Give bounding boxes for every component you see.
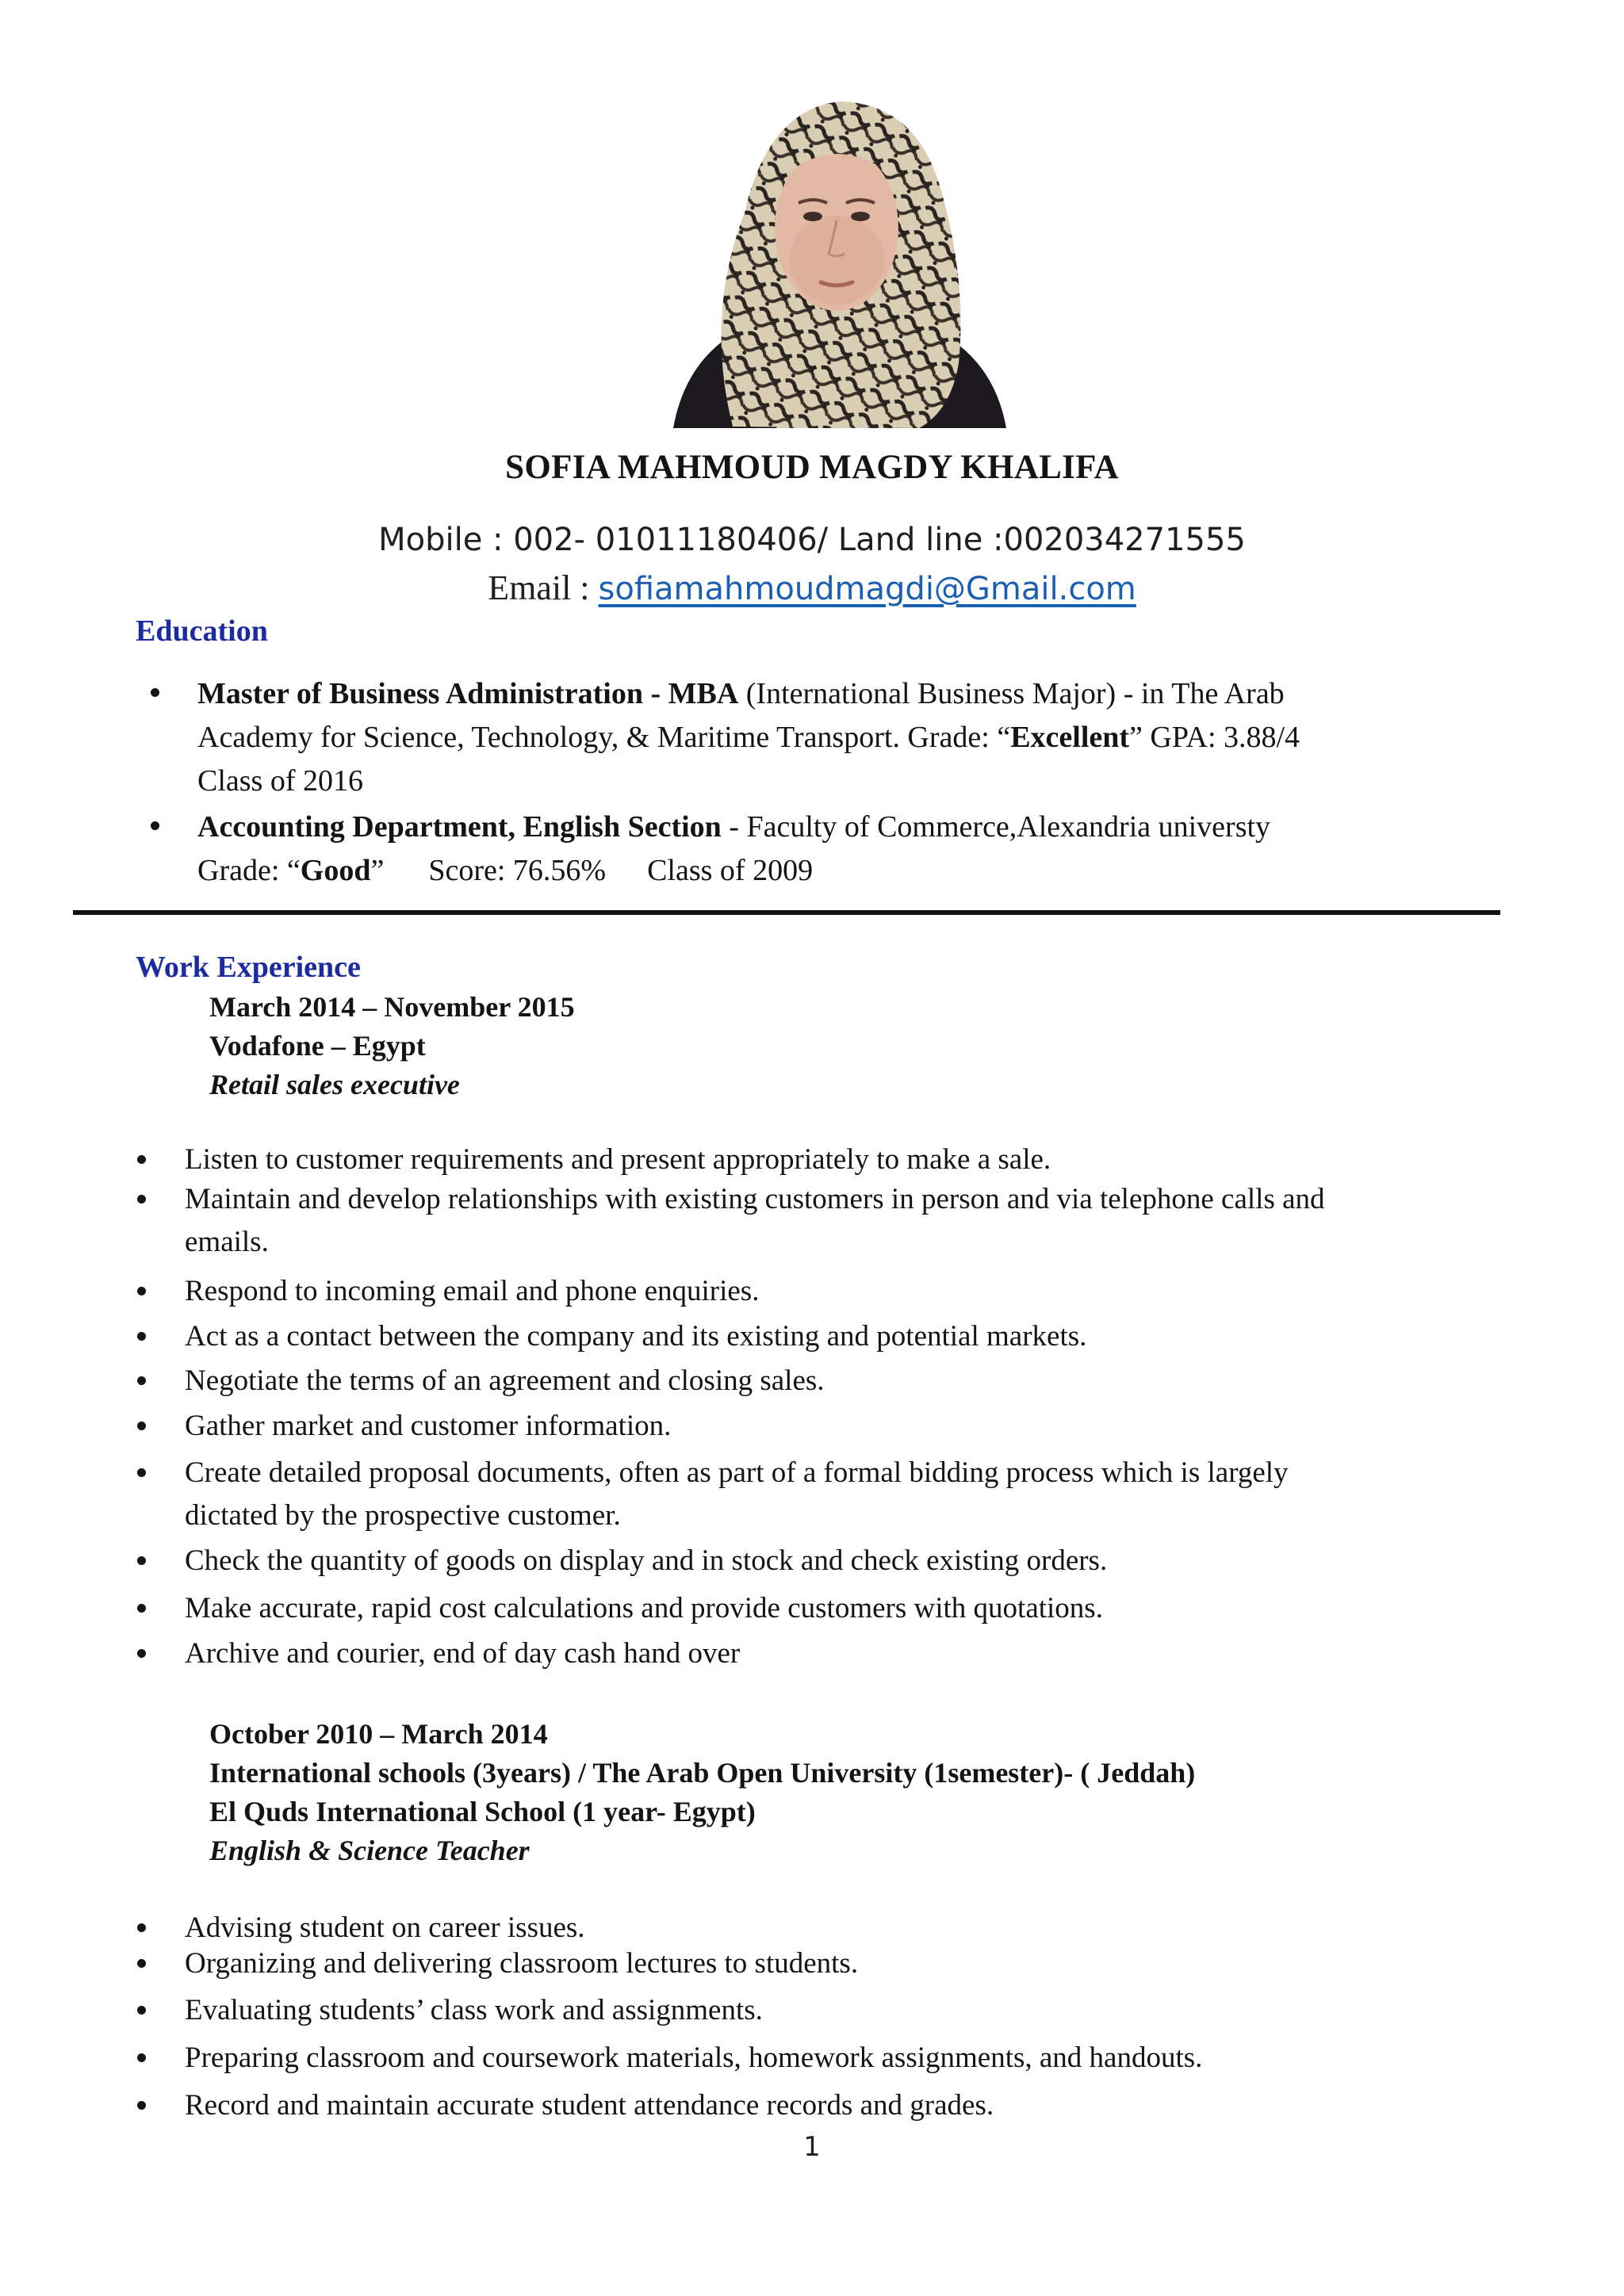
duty-item: dictated by the prospective customer. [185,1499,621,1532]
edu-mba-detail: (International Business Major) - in The Arab [738,677,1285,710]
work-experience-heading: Work Experience [136,951,361,984]
duty-item: Maintain and develop relationships with existing customers in person and via telephone calls and [185,1183,1325,1215]
email-label: Email : [488,568,599,607]
profile-photo-illustration [657,78,1016,428]
bullet-icon [151,821,159,830]
email-link[interactable]: sofiamahmoudmagdi@Gmail.com [598,571,1136,607]
job2-company-1: International schools (3years) / The Arab Open University (1semester)- ( Jeddah) [209,1757,1196,1789]
bullet-icon [137,1376,146,1385]
edu-accounting-grade-suffix: ” [370,854,385,887]
duty-item: Evaluating students’ class work and assignments. [185,1994,763,2026]
edu-accounting-grade: Good [300,854,371,887]
edu-accounting-score: Score: 76.56% [428,854,607,887]
duty-item: Gather market and customer information. [185,1410,672,1442]
duty-item: Create detailed proposal documents, often as part of a formal bidding process which is largely [185,1456,1289,1489]
page-number: 1 [803,2131,821,2163]
edu-accounting-line1 [197,812,1270,842]
job2-dates: October 2010 – March 2014 [209,1718,548,1750]
edu-accounting-detail: - Faculty of Commerce,Alexandria universty [721,810,1271,844]
duty-item: Organizing and delivering classroom lectures to students. [185,1947,859,1980]
edu-accounting-line2 [197,855,813,886]
profile-photo [657,78,1016,428]
job1-role: Retail sales executive [209,1069,460,1100]
duty-item: Make accurate, rapid cost calculations and provide customers with quotations. [185,1592,1103,1624]
edu-accounting-title: Accounting Department, English Section [197,810,722,844]
duty-item: Listen to customer requirements and present appropriately to make a sale. [185,1143,1051,1176]
contact-phone: Mobile : 002- 01011180406/ Land line :002034271555 [378,522,1246,558]
bullet-icon [137,1195,146,1203]
job2-role: English & Science Teacher [209,1835,530,1866]
bullet-icon [137,1155,146,1164]
duty-item: Check the quantity of goods on display and in stock and check existing orders. [185,1544,1108,1577]
duty-item: Respond to incoming email and phone enquiries. [185,1275,760,1307]
edu-mba-line1 [197,679,1285,709]
job2-company-2: El Quds International School (1 year- Egypt) [209,1796,756,1827]
duty-item: Record and maintain accurate student attendance records and grades. [185,2089,994,2122]
candidate-name: SOFIA MAHMOUD MAGDY KHALIFA [505,449,1119,486]
job1-dates: March 2014 – November 2015 [209,991,575,1023]
edu-mba-grade-prefix: Academy for Science, Technology, & Maritime Transport. Grade: “ [197,721,1011,754]
bullet-icon [137,1959,146,1968]
bullet-icon [137,1422,146,1430]
duty-item: Advising student on career issues. [185,1911,585,1944]
edu-mba-title: Master of Business Administration - MBA [197,677,739,710]
education-heading: Education [136,614,268,648]
bullet-icon [137,1468,146,1477]
bullet-icon [137,1604,146,1613]
contact-email-line [0,568,1624,608]
edu-mba-line2 [197,722,1300,752]
job1-company: Vodafone – Egypt [209,1030,426,1062]
bullet-icon [137,1332,146,1341]
bullet-icon [137,1923,146,1932]
edu-mba-class: Class of 2016 [197,764,363,798]
duty-item: emails. [185,1226,269,1258]
section-divider [73,910,1500,915]
duty-item: Preparing classroom and coursework materials, homework assignments, and handouts. [185,2042,1203,2074]
bullet-icon [137,1556,146,1565]
bullet-icon [137,1649,146,1658]
edu-mba-gpa: ” GPA: 3.88/4 [1129,721,1300,754]
duty-item: Archive and courier, end of day cash hand over [185,1637,741,1670]
bullet-icon [137,2006,146,2015]
bullet-icon [137,2053,146,2062]
edu-mba-grade: Excellent [1010,721,1130,754]
bullet-icon [137,2101,146,2110]
edu-accounting-class: Class of 2009 [647,854,814,887]
duty-item: Act as a contact between the company and its existing and potential markets. [185,1320,1087,1353]
bullet-icon [151,688,159,697]
bullet-icon [137,1287,146,1295]
duty-item: Negotiate the terms of an agreement and closing sales. [185,1364,825,1397]
edu-accounting-grade-prefix: Grade: “ [197,854,301,887]
